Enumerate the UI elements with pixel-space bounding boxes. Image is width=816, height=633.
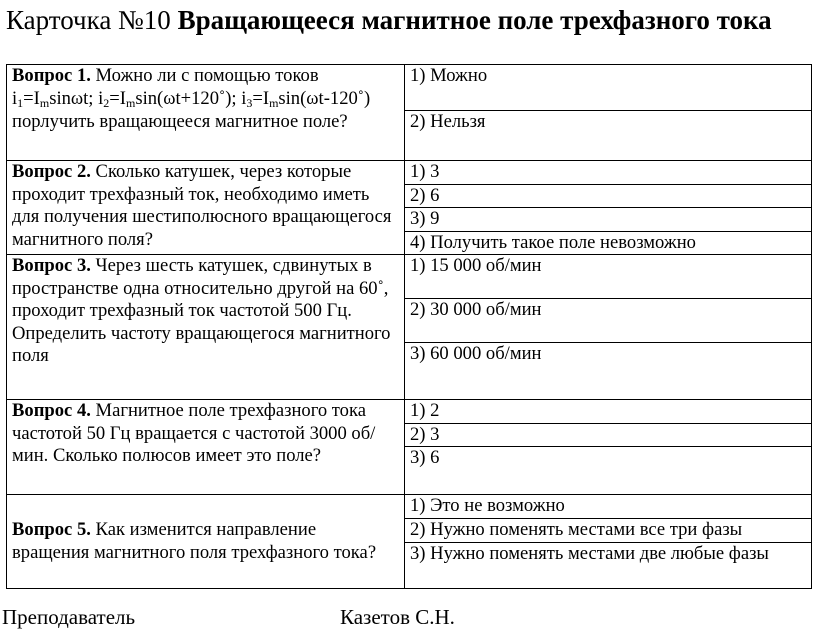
- question-2-answer-1[interactable]: 1) 3: [405, 161, 812, 185]
- question-4-label: Вопрос 4.: [12, 400, 91, 421]
- question-2-text: Вопрос 2. Сколько катушек, через которые проходит трехфазный ток, необходимо иметь для получения шестиполюсного вращающегося магнитного поля?: [7, 161, 405, 255]
- question-5-text: Вопрос 5. Как изменится направление вращения магнитного поля трехфазного тока?: [7, 495, 405, 589]
- question-1-answer-2[interactable]: 2) Нельзя: [405, 111, 812, 161]
- question-4-answer-3[interactable]: 3) 6: [405, 447, 812, 495]
- question-1-label: Вопрос 1.: [12, 65, 91, 86]
- question-3-text: Вопрос 3. Через шесть катушек, сдвинутых в пространстве одна относительно другой на 60˚, проходит трехфазный ток частотой 500 Гц. Определить частоту вращающегося магнитного поля: [7, 255, 405, 400]
- question-5-row: [7, 495, 812, 519]
- question-5-label: Вопрос 5.: [12, 519, 91, 540]
- card-topic: Вращающееся магнитное поле трехфазного тока: [177, 5, 772, 35]
- question-5-answer-1[interactable]: 1) Это не возможно: [405, 495, 812, 519]
- teacher-name: Казетов С.Н.: [340, 605, 455, 629]
- question-4-answer-1[interactable]: 1) 2: [405, 400, 812, 424]
- question-4-answer-2[interactable]: 2) 3: [405, 423, 812, 447]
- question-2-label: Вопрос 2.: [12, 161, 91, 182]
- question-3-answer-1[interactable]: 1) 15 000 об/мин: [405, 255, 812, 299]
- question-5-answer-3[interactable]: 3) Нужно поменять местами две любые фазы: [405, 543, 812, 589]
- teacher-label: Преподаватель: [2, 605, 136, 629]
- question-4-text: Вопрос 4. Магнитное поле трехфазного тока частотой 50 Гц вращается с частотой 3000 об/мин. Сколько полюсов имеет это поле?: [7, 400, 405, 495]
- question-3-row: [7, 255, 812, 299]
- question-3-answer-2[interactable]: 2) 30 000 об/мин: [405, 299, 812, 343]
- question-1-text: Вопрос 1. Можно ли с помощью токов $i_1=I_m\sin\omega t$; $i_2=I_m\sin(\omega t+120˚)$; $i_3=I_m\sin(\omega t-120˚)$ порлучить вращающееся магнитное поле?: [7, 65, 405, 161]
- questions-table: [6, 64, 812, 589]
- question-1-answer-1[interactable]: 1) Можно: [405, 65, 812, 111]
- question-2-answer-2[interactable]: 2) 6: [405, 184, 812, 208]
- question-4-row: [7, 400, 812, 424]
- question-2-answer-3[interactable]: 3) 9: [405, 208, 812, 232]
- question-2-row: [7, 161, 812, 185]
- question-3-label: Вопрос 3.: [12, 255, 91, 276]
- question-3-answer-3[interactable]: 3) 60 000 об/мин: [405, 343, 812, 400]
- question-2-answer-4[interactable]: 4) Получить такое поле невозможно: [405, 231, 812, 255]
- question-1-row: [7, 65, 812, 111]
- card-title: [6, 2, 772, 38]
- card-number: Карточка №10: [6, 5, 178, 35]
- question-5-answer-2[interactable]: 2) Нужно поменять местами все три фазы: [405, 519, 812, 543]
